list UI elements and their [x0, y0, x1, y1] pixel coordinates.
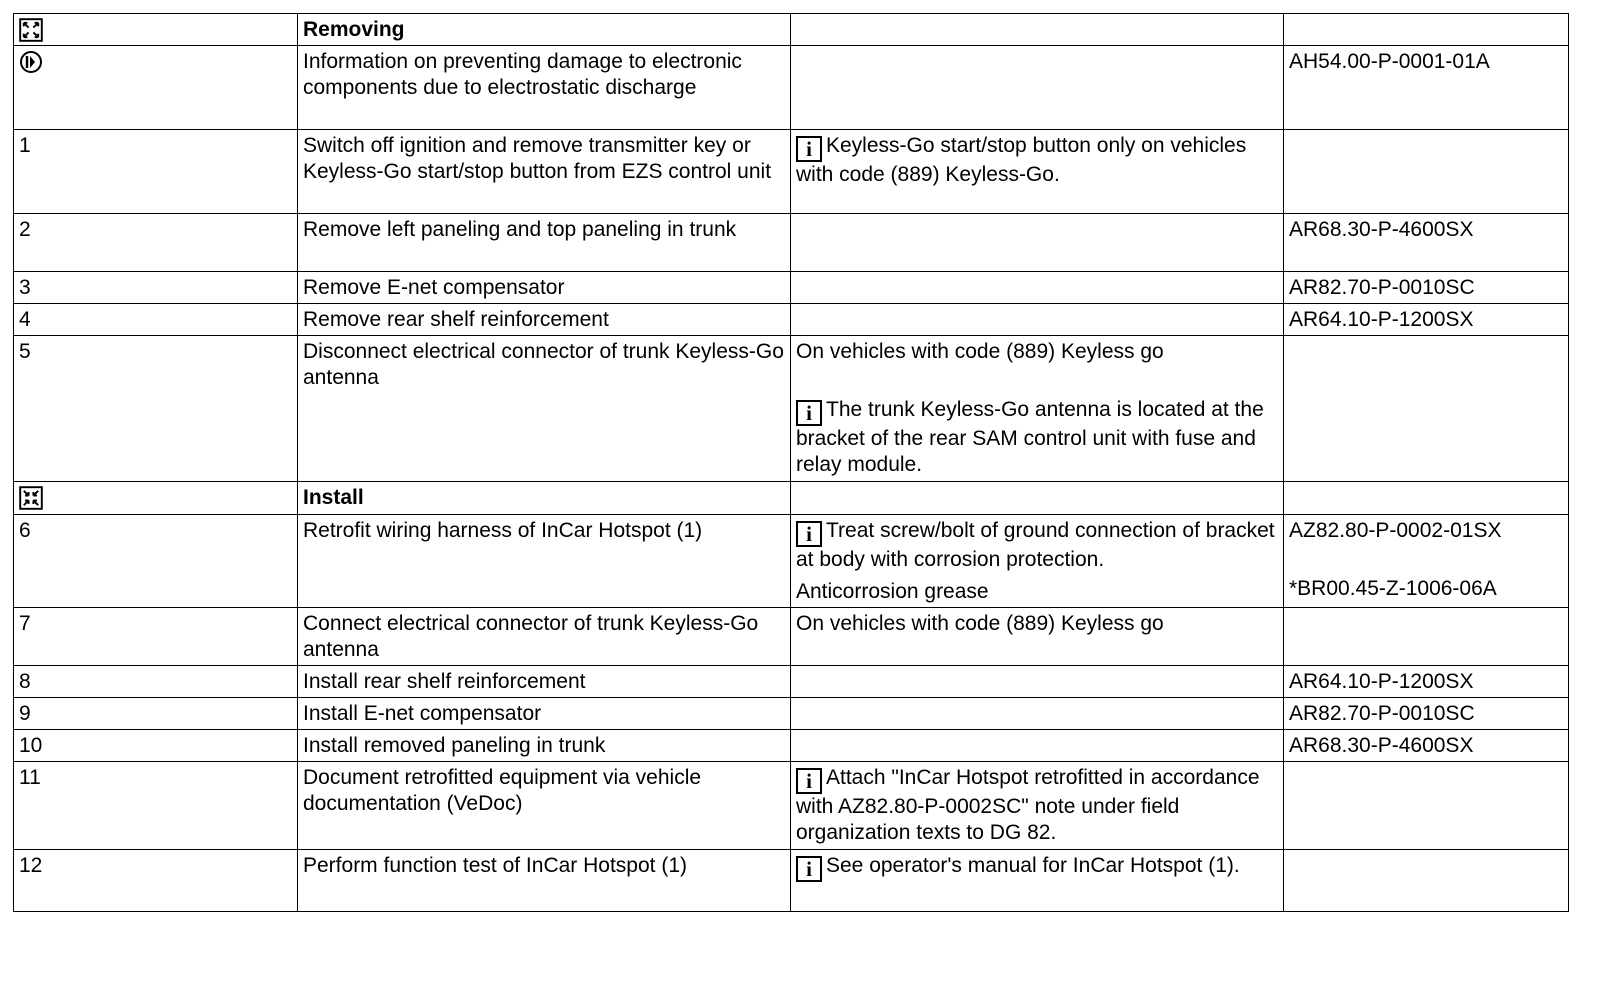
- operation-text: Connect electrical connector of trunk Keyless-Go antenna: [298, 608, 791, 666]
- note-text: Treat screw/bolt of ground connection of bracket at body with corrosion protection.: [796, 519, 1275, 571]
- step-number: 5: [14, 336, 298, 482]
- operation-text: Remove rear shelf reinforcement: [298, 304, 791, 336]
- expand-arrows-icon: [19, 18, 43, 42]
- section-row-removing: [14, 14, 1569, 46]
- note-text: Keyless-Go start/stop button only on vehicles with code (889) Keyless-Go.: [796, 134, 1247, 186]
- reference-link[interactable]: AH54.00-P-0001-01A: [1284, 46, 1569, 130]
- step-number: 3: [14, 272, 298, 304]
- note-cell: [791, 46, 1284, 130]
- info-icon: i: [796, 521, 822, 547]
- note-detail: [796, 519, 1275, 571]
- operation-text: Remove left paneling and top paneling in trunk: [298, 214, 791, 272]
- step-number: 1: [14, 130, 298, 214]
- ref-cell: [1284, 482, 1569, 515]
- table-row: [14, 46, 1569, 130]
- reference-link[interactable]: AR82.70-P-0010SC: [1284, 698, 1569, 730]
- note-cell: [791, 272, 1284, 304]
- consumable-text: Anticorrosion grease: [796, 580, 989, 603]
- operation-text: Retrofit wiring harness of InCar Hotspot (1): [298, 515, 791, 608]
- ref-cell: [1284, 336, 1569, 482]
- table-row: [14, 666, 1569, 698]
- table-row: [14, 130, 1569, 214]
- note-text: On vehicles with code (889) Keyless go: [796, 340, 1164, 363]
- note-cell: [791, 762, 1284, 850]
- operation-text: Perform function test of InCar Hotspot (1): [298, 850, 791, 912]
- operation-text: Install rear shelf reinforcement: [298, 666, 791, 698]
- note-cell: [791, 666, 1284, 698]
- step-cell: [14, 46, 298, 130]
- operation-text: Switch off ignition and remove transmitter key or Keyless-Go start/stop button from EZS control unit: [298, 130, 791, 214]
- table-row: [14, 272, 1569, 304]
- section-icon-cell: [14, 14, 298, 46]
- reference-link[interactable]: AZ82.80-P-0002-01SX: [1289, 519, 1502, 542]
- table-row: [14, 515, 1569, 608]
- step-number: 10: [14, 730, 298, 762]
- table-row: [14, 336, 1569, 482]
- section-icon-cell: [14, 482, 298, 515]
- note-cell: [791, 336, 1284, 482]
- step-number: 6: [14, 515, 298, 608]
- section-title: Install: [298, 482, 791, 515]
- ref-cell: [1284, 515, 1569, 608]
- note-cell: [791, 482, 1284, 515]
- note-cell: [791, 14, 1284, 46]
- table-row: [14, 698, 1569, 730]
- step-number: 12: [14, 850, 298, 912]
- note-text: Attach "InCar Hotspot retrofitted in accordance with AZ82.80-P-0002SC" note under field organization texts to DG 82.: [796, 766, 1260, 844]
- section-title: Removing: [298, 14, 791, 46]
- table-row: [14, 730, 1569, 762]
- reference-link[interactable]: AR68.30-P-4600SX: [1284, 214, 1569, 272]
- ref-cell: [1284, 130, 1569, 214]
- reference-link[interactable]: AR82.70-P-0010SC: [1284, 272, 1569, 304]
- note-cell: [791, 850, 1284, 912]
- step-number: 11: [14, 762, 298, 850]
- section-row-install: [14, 482, 1569, 515]
- note-text: On vehicles with code (889) Keyless go: [791, 608, 1284, 666]
- operation-text: Install removed paneling in trunk: [298, 730, 791, 762]
- operation-text: Document retrofitted equipment via vehicle documentation (VeDoc): [298, 762, 791, 850]
- info-icon: i: [796, 768, 822, 794]
- ref-cell: [1284, 850, 1569, 912]
- procedure-table: [13, 13, 1569, 912]
- info-icon: i: [796, 400, 822, 426]
- step-number: 8: [14, 666, 298, 698]
- step-number: 9: [14, 698, 298, 730]
- operation-text: Disconnect electrical connector of trunk Keyless-Go antenna: [298, 336, 791, 482]
- operation-text: Remove E-net compensator: [298, 272, 791, 304]
- table-row: [14, 850, 1569, 912]
- note-detail: [796, 397, 1278, 478]
- note-cell: [791, 730, 1284, 762]
- note-cell: [791, 130, 1284, 214]
- operation-text: Install E-net compensator: [298, 698, 791, 730]
- info-icon: i: [796, 136, 822, 162]
- esd-warning-icon: [19, 50, 43, 74]
- consumable-reference-link[interactable]: *BR00.45-Z-1006-06A: [1289, 577, 1497, 600]
- step-number: 7: [14, 608, 298, 666]
- collapse-arrows-icon: [19, 486, 43, 510]
- reference-link[interactable]: AR64.10-P-1200SX: [1284, 304, 1569, 336]
- ref-cell: [1284, 14, 1569, 46]
- reference-link[interactable]: AR64.10-P-1200SX: [1284, 666, 1569, 698]
- note-cell: [791, 515, 1284, 608]
- info-icon: i: [796, 856, 822, 882]
- table-row: [14, 214, 1569, 272]
- step-number: 2: [14, 214, 298, 272]
- table-row: [14, 608, 1569, 666]
- note-text: The trunk Keyless-Go antenna is located at the bracket of the rear SAM control unit with fuse and relay module.: [796, 398, 1264, 476]
- reference-link[interactable]: AR68.30-P-4600SX: [1284, 730, 1569, 762]
- table-row: [14, 762, 1569, 850]
- step-number: 4: [14, 304, 298, 336]
- note-text: See operator's manual for InCar Hotspot (1).: [826, 854, 1240, 877]
- operation-text: Information on preventing damage to electronic components due to electrostatic discharge: [298, 46, 791, 130]
- note-cell: [791, 304, 1284, 336]
- note-cell: [791, 698, 1284, 730]
- ref-cell: [1284, 762, 1569, 850]
- table-row: [14, 304, 1569, 336]
- ref-cell: [1284, 608, 1569, 666]
- note-cell: [791, 214, 1284, 272]
